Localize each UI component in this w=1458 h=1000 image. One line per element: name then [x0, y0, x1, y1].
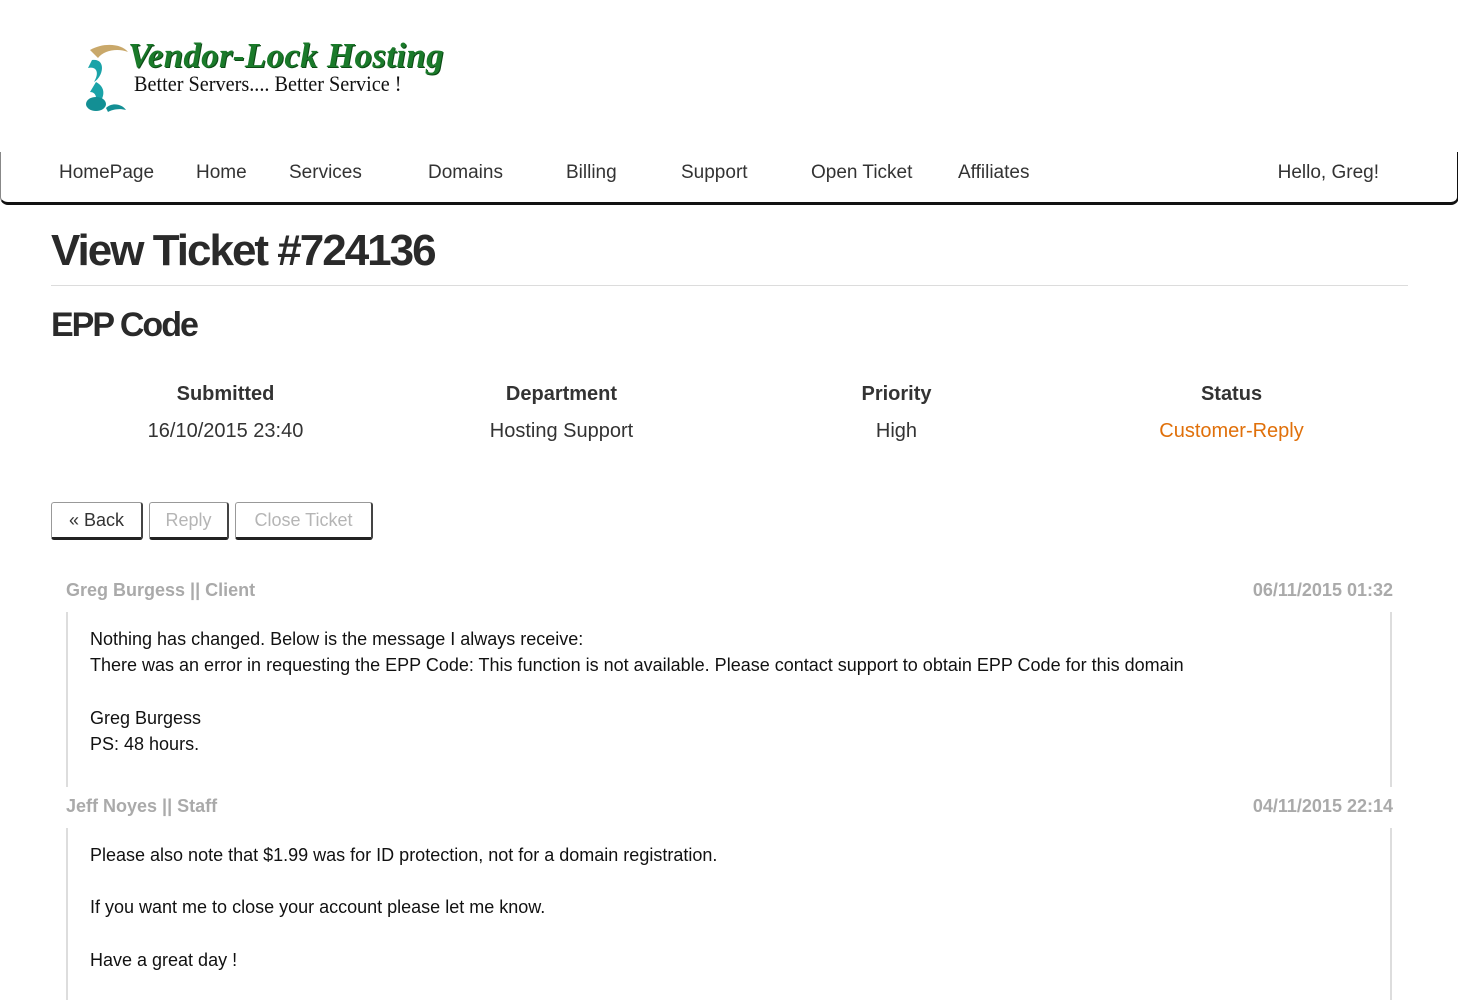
department-value: Hosting Support — [489, 420, 634, 442]
department-label: Department — [505, 383, 618, 405]
reply-date: 06/11/2015 01:32 — [1252, 580, 1393, 600]
reply-message — [66, 612, 1392, 787]
reply-header — [66, 580, 1393, 604]
reply-header — [66, 796, 1393, 820]
info-submitted — [58, 383, 393, 443]
message-line: If you want me to close your account please let me know. — [90, 897, 546, 918]
submitted-value: 16/10/2015 23:40 — [147, 420, 304, 442]
brand-name: Vendor-Lock Hosting — [128, 36, 444, 75]
status-value: Customer-Reply — [1159, 420, 1304, 442]
nav-home[interactable]: Home — [196, 162, 247, 183]
nav-services[interactable]: Services — [289, 162, 362, 183]
title-divider — [51, 285, 1408, 286]
nav-support[interactable]: Support — [681, 162, 748, 183]
info-status — [1064, 383, 1399, 443]
page-title: View Ticket #724136 — [51, 226, 435, 275]
status-label: Status — [1200, 383, 1263, 405]
message-line: PS: 48 hours. — [90, 733, 200, 754]
message-line: Please also note that $1.99 was for ID protection, not for a domain registration. — [90, 845, 718, 865]
nav-billing[interactable]: Billing — [566, 162, 617, 183]
info-priority — [729, 383, 1064, 443]
priority-label: Priority — [861, 383, 932, 405]
ticket-subject: EPP Code — [51, 306, 197, 344]
message-line: There was an error in requesting the EPP Code: This function is not available. Please contact support to obtain EPP Code for this domain — [90, 655, 1184, 676]
brand-logo[interactable] — [82, 36, 452, 116]
reply-author: Jeff Noyes || Staff — [66, 796, 218, 816]
reply-author: Greg Burgess || Client — [66, 580, 256, 600]
brand-tagline: Better Servers.... Better Service ! — [134, 71, 402, 96]
close-ticket-button[interactable]: Close Ticket — [235, 502, 373, 540]
message-line: Have a great day ! — [90, 949, 238, 970]
nav-open-ticket[interactable]: Open Ticket — [811, 162, 913, 183]
reply-button[interactable]: Reply — [149, 502, 229, 540]
nav-homepage[interactable]: HomePage — [59, 162, 155, 183]
back-button[interactable]: « Back — [51, 502, 143, 540]
nav-affiliates[interactable]: Affiliates — [958, 162, 1030, 183]
swirl-logo-icon — [82, 42, 132, 114]
nav-domains[interactable]: Domains — [428, 162, 503, 183]
message-line: Nothing has changed. Below is the message I always receive: — [90, 629, 584, 649]
priority-value: High — [875, 420, 918, 442]
reply-date: 04/11/2015 22:14 — [1252, 796, 1393, 816]
message-line: Greg Burgess — [90, 707, 202, 728]
main-navbar — [0, 152, 1458, 205]
user-greeting-menu[interactable]: Hello, Greg! — [1277, 162, 1379, 183]
info-department — [394, 383, 729, 443]
reply-message — [66, 828, 1392, 1000]
submitted-label: Submitted — [176, 383, 275, 405]
